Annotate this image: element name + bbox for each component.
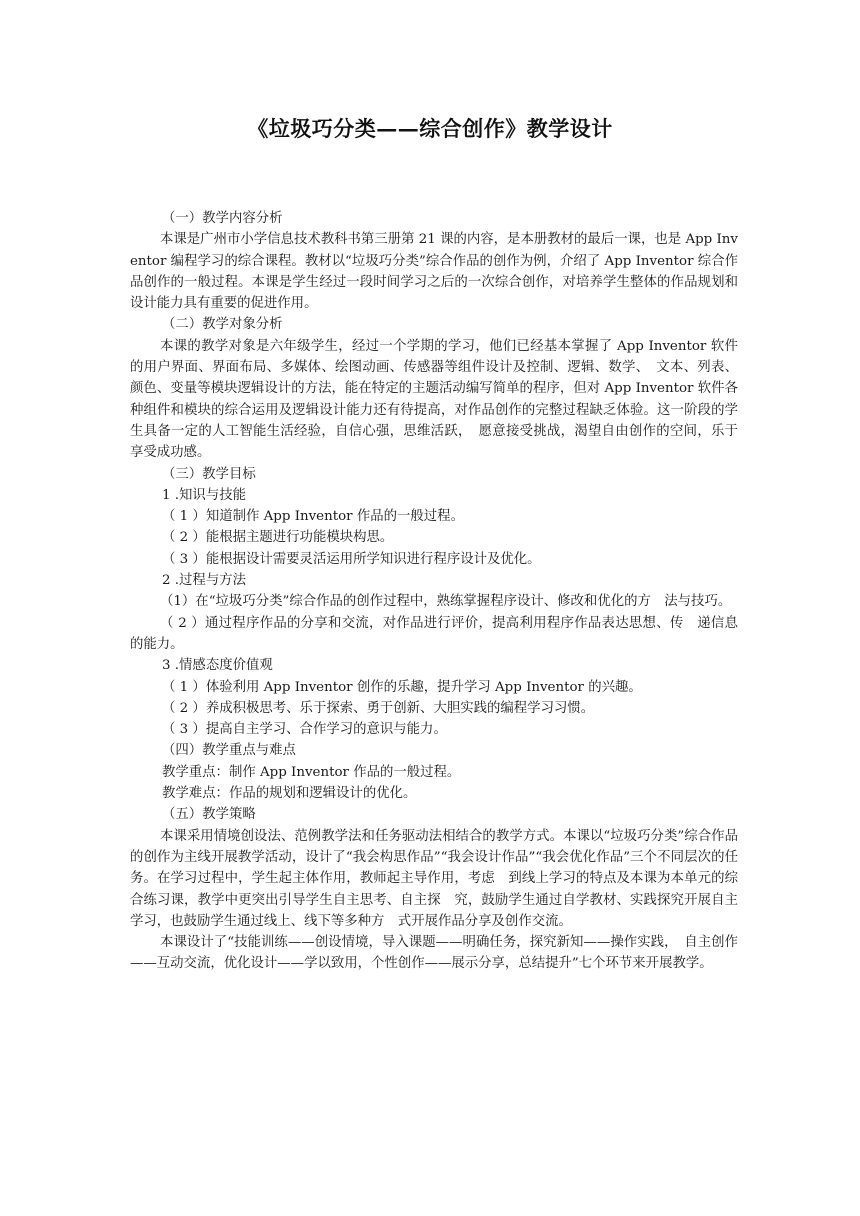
document-body [130,208,738,975]
paragraph-content-analysis: 本课是广州市小学信息技术教科书第三册第 21 课的内容，是本册教材的最后一课，也是 App Inventor 编程学习的综合课程。教材以“垃圾巧分类”综合作品的创作为例，介绍了 App Inventor 综合作品创作的一般过程。本课是学生经过一段时间学习之后的一次综合创作，对培养学生整体的作品规划和设计能力具有重要的促进作用。 [130,232,738,312]
paragraph-stages: 本课设计了“技能训练——创设情境，导入课题——明确任务，探究新知——操作实践， 自主创作——互动交流，优化设计——学以致用，个性创作——展示分享，总结提升”七个环节来开展教学。 [130,935,738,972]
list-item: （ 1 ）体验利用 App Inventor 创作的乐趣，提升学习 App Inventor 的兴趣。 [162,679,642,695]
subheading-knowledge-skills: 1 .知识与技能 [162,487,246,503]
document-title: 《垃圾巧分类——综合创作》教学设计 [247,116,613,141]
difficulty-text: 教学难点：作品的规划和逻辑设计的优化。 [162,786,417,802]
list-item: （ 2 ）能根据主题进行功能模块构思。 [162,530,394,546]
paragraph-strategy: 本课采用情境创设法、范例教学法和任务驱动法相结合的教学方式。本课以“垃圾巧分类”综合作品的创作为主线开展教学活动，设计了“我会构思作品”“我会设计作品”“我会优化作品”三个不同层次的任务。在学习过程中，学生起主体作用，教师起主导作用，考虑 到线上学习的特点及本课为本单元的综合练习课，教学中更突出引导学生自主思考、自主探 究，鼓励学生通过自学教材、实践探究开展自主学习，也鼓励学生通过线上、线下等多种方 式开展作品分享及创作交流。 [130,828,738,929]
section-heading-strategy: （五）教学策略 [162,807,256,823]
subheading-attitudes-values: 3 .情感态度价值观 [162,658,273,674]
list-item: （ 2 ）通过程序作品的分享和交流，对作品进行评价，提高利用程序作品表达思想、传 递信息的能力。 [130,615,738,652]
list-item: （1）在“垃圾巧分类”综合作品的创作过程中，熟练掌握程序设计、修改和优化的方 法与技巧。 [160,594,732,610]
list-item: （ 3 ）能根据设计需要灵活运用所学知识进行程序设计及优化。 [162,551,541,567]
list-item: （ 3 ）提高自主学习、合作学习的意识与能力。 [162,722,447,738]
list-item: （ 1 ）知道制作 App Inventor 作品的一般过程。 [162,509,464,525]
key-point-text: 教学重点：制作 App Inventor 作品的一般过程。 [162,764,461,780]
section-heading-content-analysis: （一）教学内容分析 [162,211,283,226]
section-heading-learner-analysis: （二）教学对象分析 [162,317,283,333]
list-item: （ 2 ）养成积极思考、乐于探索、勇于创新、大胆实践的编程学习习惯。 [162,700,595,716]
subheading-process-methods: 2 .过程与方法 [162,573,246,589]
section-heading-key-points: （四）教学重点与难点 [162,743,296,759]
section-heading-objectives: （三）教学目标 [162,466,256,482]
paragraph-learner-analysis: 本课的教学对象是六年级学生，经过一个学期的学习，他们已经基本掌握了 App Inventor 软件的用户界面、界面布局、多媒体、绘图动画、传感器等组件设计及控制、逻辑、数学、 文本、列表、颜色、变量等模块逻辑设计的方法，能在特定的主题活动编写简单的程序，但对 App Inventor 软件各种组件和模块的综合运用及逻辑设计能力还有待提高，对作品创作的完整过程缺乏体验。这一阶段的学生具备一定的人工智能生活经验，自信心强，思维活跃， 愿意接受挑战，渴望自由创作的空间，乐于享受成功感。 [130,338,738,461]
